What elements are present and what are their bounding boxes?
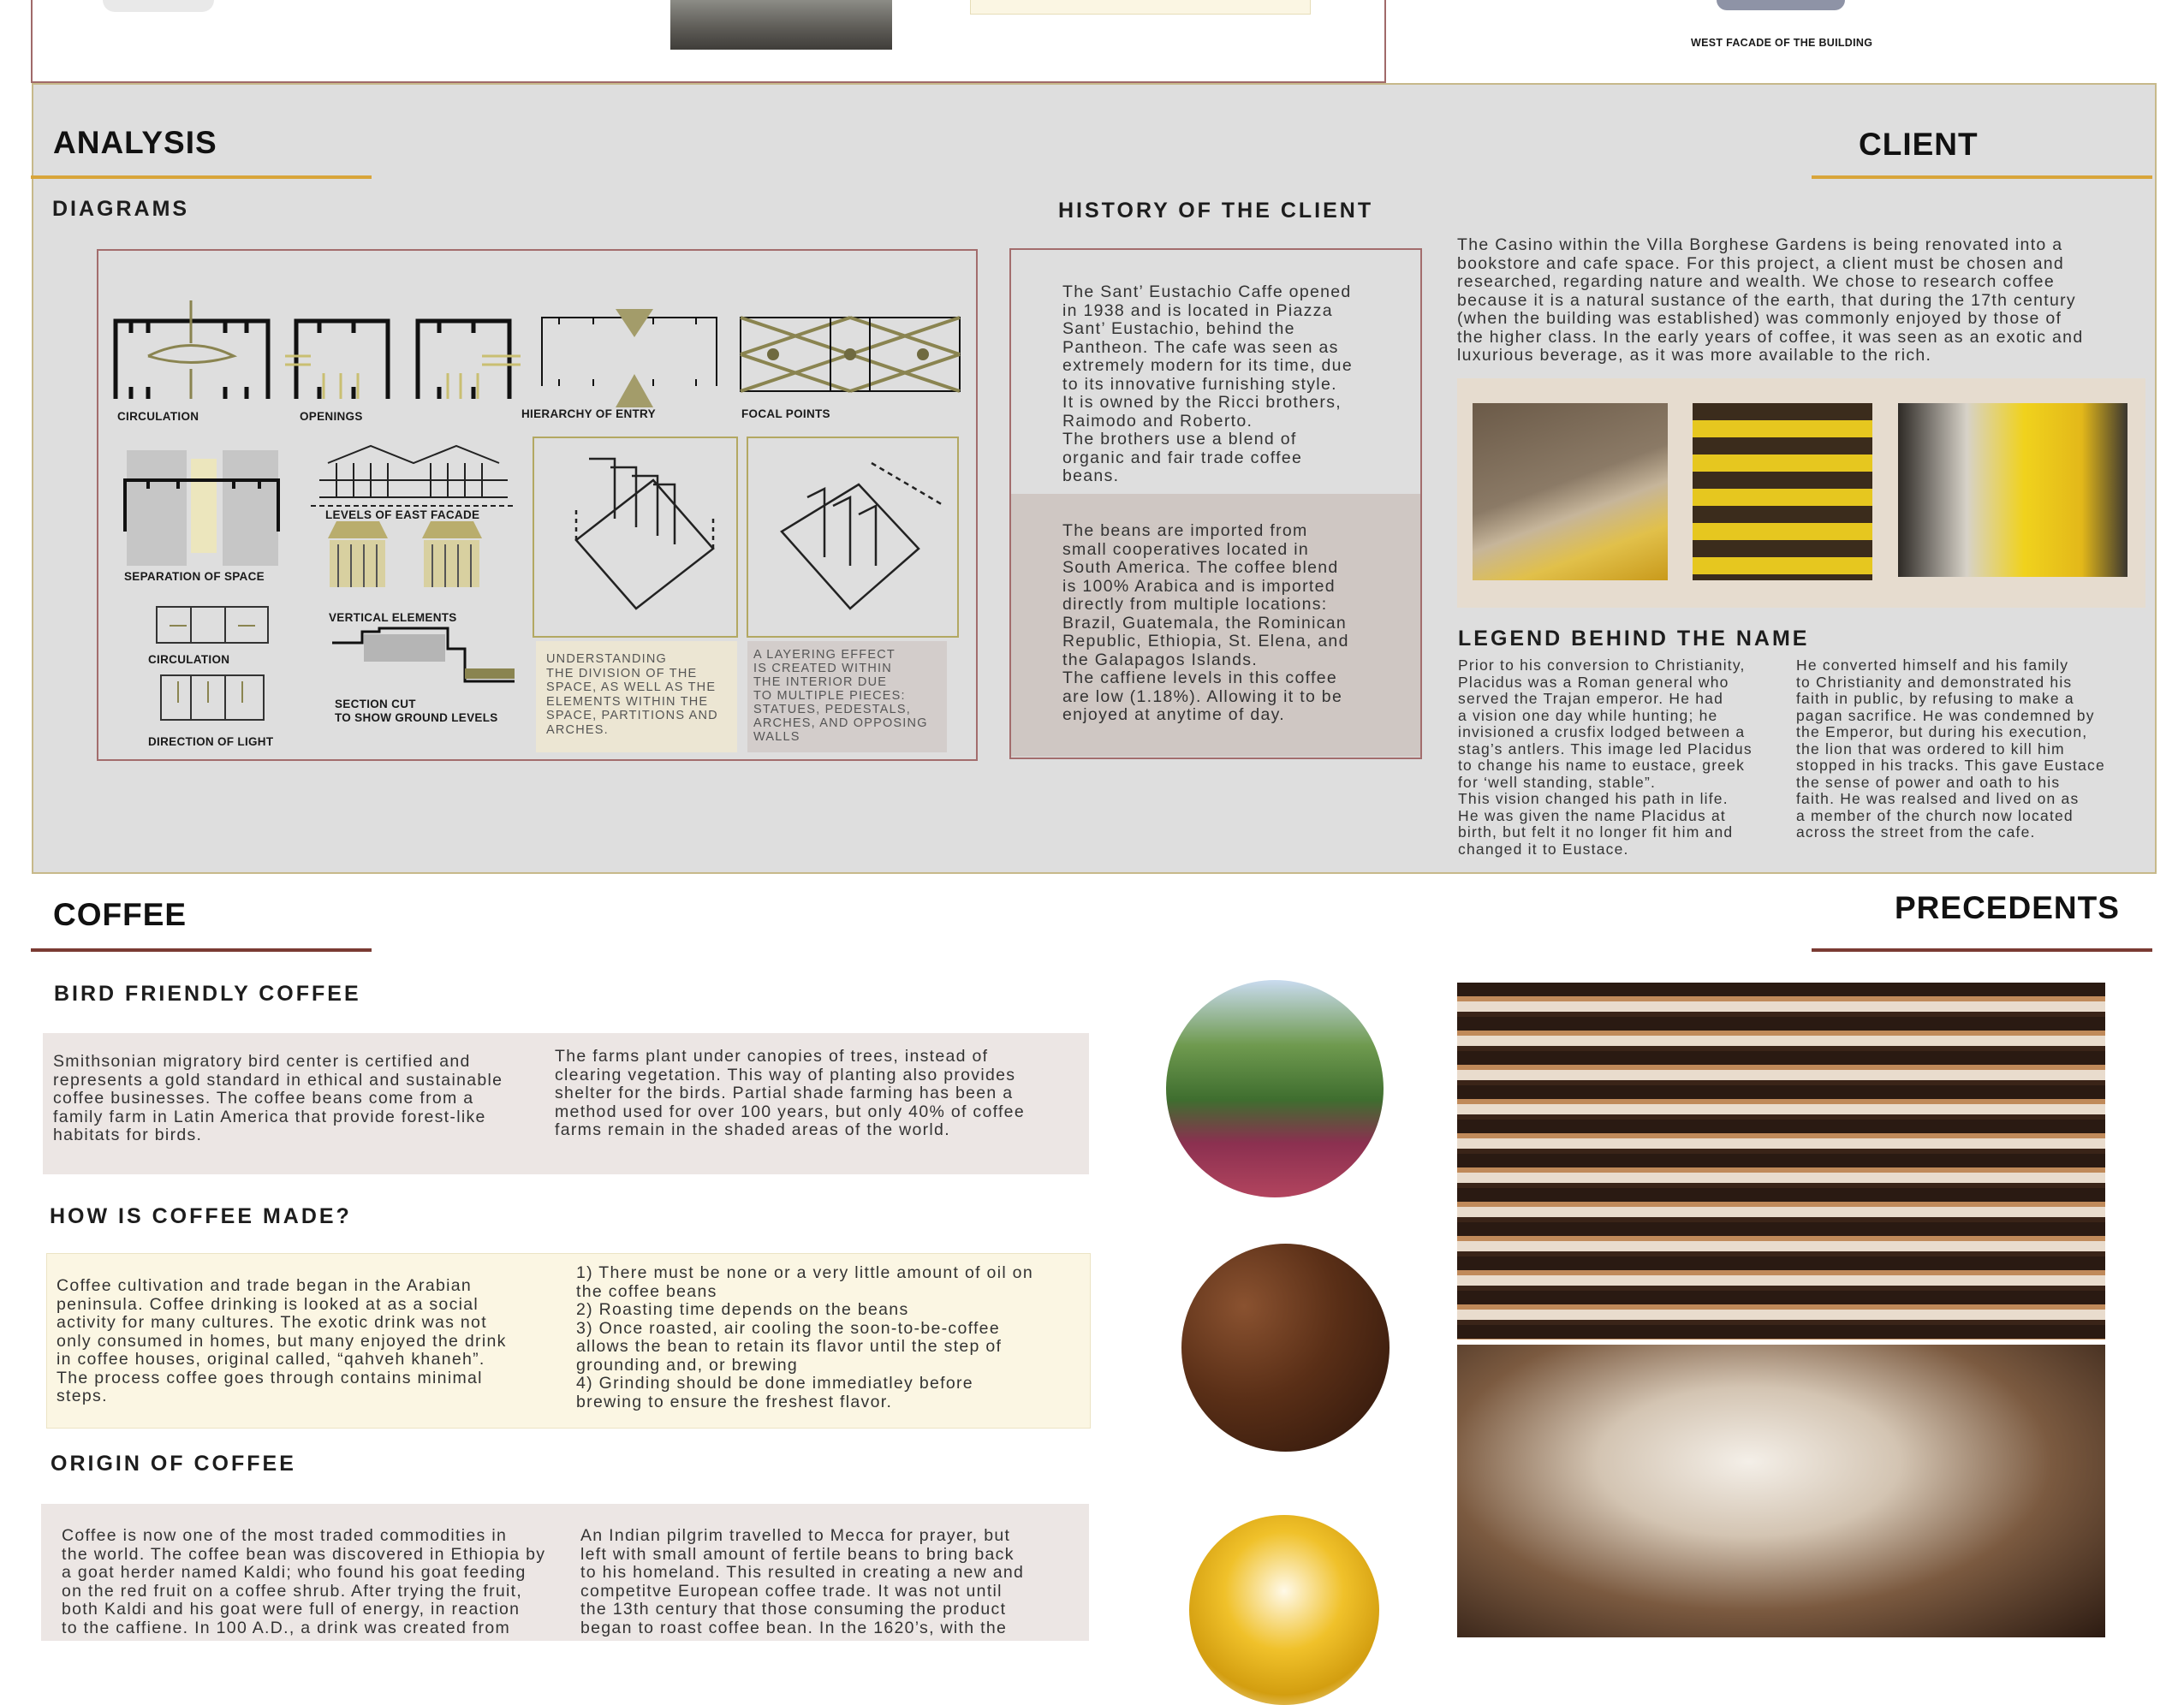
bird-friendly-title: BIRD FRIENDLY COFFEE — [54, 982, 361, 1006]
top-site-photo — [670, 0, 892, 50]
label-vertical: VERTICAL ELEMENTS — [329, 611, 457, 624]
origin-right: An Indian pilgrim travelled to Mecca for prayer, but left with small amount of fertile beans to bring back to his homeland. This resulted in creating a new and competitve European coffee trade. It was not until the 13th century that those consuming the product began to roast coffee bean. In the 1620’s, with the — [580, 1526, 1025, 1637]
iso-drawing-2 — [782, 463, 944, 609]
label-circulation: CIRCULATION — [117, 410, 199, 423]
label-levels-east: LEVELS OF EAST FACADE — [325, 508, 480, 521]
origin-title: ORIGIN OF COFFEE — [51, 1452, 296, 1476]
label-focal-points: FOCAL POINTS — [741, 407, 830, 420]
label-openings: OPENINGS — [300, 410, 363, 423]
precedents-title: PRECEDENTS — [1895, 890, 2120, 925]
analysis-title: ANALYSIS — [53, 125, 217, 160]
photo-bookstore-interior-1 — [1457, 983, 2105, 1340]
levels-east-facade-drawing — [311, 446, 516, 506]
iso-drawing-1 — [576, 459, 713, 609]
west-facade-image — [1717, 0, 1845, 10]
top-left-object-image — [103, 0, 214, 12]
client-intro: The Casino within the Villa Borghese Gardens is being renovated into a bookstore and cafe space. For this project, a client must be chosen and researched, regarding nature and wealth. We chose to research coffee because it is a natural sustance of the earth, that during the 17th century (when the building was established) was commonly enjoyed by those of the higher class. In the early years of coffee, it was seen as an exotic and luxurious beverage, as it was more available to the rich. — [1457, 235, 2084, 365]
client-title: CLIENT — [1859, 127, 1979, 162]
photo-cafe-exterior — [1473, 403, 1668, 580]
label-separation: SEPARATION OF SPACE — [124, 570, 265, 583]
analysis-rule — [31, 175, 372, 179]
history-paragraph-2: The beans are imported from small cooperatives located in South America. The coffee blend is 100% Arabica and is imported directly from multiple locations: Brazil, Guatemala, the Rominican Republic, Ethiopia, St. Elena, and the Galapagos Islands. The caffiene levels in this coffee are low (1.18%). Allowing it to be enjoyed at anytime of day. — [1062, 521, 1349, 724]
history-title: HISTORY OF THE CLIENT — [1058, 199, 1374, 223]
note-layering: A LAYERING EFFECT IS CREATED WITHIN THE INTERIOR DUE TO MULTIPLE PIECES: STATUES, PEDESTALS, ARCHES, AND OPPOSING WALLS — [753, 648, 928, 744]
history-paragraph-1: The Sant’ Eustachio Caffe opened in 1938 and is located in Piazza Sant’ Eustachio, behind the Pantheon. The cafe was seen as extremely modern for its time, due to its innovative furnishing style. It is owned by the Ricci brothers, Raimodo and Roberto. The brothers use a blend of organic and fair trade coffee beans. — [1062, 282, 1353, 485]
label-hierarchy: HIERARCHY OF ENTRY — [521, 407, 656, 420]
legend-right-text: He converted himself and his family to Christianity and demonstrated his faith in public, by refusing to make a pagan sacrifice. He was condemned by the Emperor, but during his execution, the lion that was ordered to kill him stopped in his tracks. This gave Eustace the sense of power and oath to his faith. He was realsed and lived on as a member of the church now located across the street from the cafe. — [1796, 656, 2105, 841]
photo-bookstore-interior-2 — [1457, 1345, 2105, 1637]
bird-friendly-right: The farms plant under canopies of trees, instead of clearing vegetation. This way of planting also provides shelter for the birds. Partial shade farming has been a method used for over 100 years, but only 40% of coffee farms remain in the shaded areas of the world. — [555, 1047, 1025, 1139]
how-made-left: Coffee cultivation and trade began in the Arabian peninsula. Coffee drinking is looked at as a social activity for many cultures. The exotic drink was not only consumed in homes, but many enjoyed the drink in coffee houses, original called, “qahveh khaneh”. The process coffee goes through contains minimal steps. — [57, 1276, 507, 1405]
photo-cafe-products — [1898, 403, 2127, 577]
how-made-title: HOW IS COFFEE MADE? — [50, 1204, 352, 1228]
direction-of-light-drawing — [161, 675, 264, 720]
legend-left-text: Prior to his conversion to Christianity, Placidus was a Roman general who served the Trajan emperor. He had a vision one day while hunting; he invisioned a crusfix lodged between a stag’s antlers. This image led Placidus to change his name to eustace, greek for ‘well standing, stable”. This vision changed his path in life. He was given the name Placidus at birth, but felt it no longer fit him and changed it to Eustace. — [1458, 656, 1753, 858]
separation-drawing — [125, 450, 278, 566]
photo-coffee-beans — [1181, 1244, 1390, 1452]
origin-left: Coffee is now one of the most traded commodities in the world. The coffee bean was discovered in Ethiopia by a goat herder named Kaldi; who found his goat feeding on the red fruit on a coffee shrub. After trying the fruit, both Kaldi and his goat were full of energy, in reaction to the caffiene. In 100 A.D., a drink was created from — [62, 1526, 546, 1637]
photo-coffee-farm — [1166, 980, 1384, 1197]
photo-espresso-cup — [1189, 1515, 1379, 1705]
vertical-elements-drawing — [328, 521, 482, 587]
label-section-cut: SECTION CUT TO SHOW GROUND LEVELS — [335, 698, 498, 724]
legend-title: LEGEND BEHIND THE NAME — [1458, 627, 1810, 651]
bird-friendly-left: Smithsonian migratory bird center is certified and represents a gold standard in ethical and sustainable coffee businesses. The coffee beans come from a family farm in Latin America that provide forest-like habitats for birds. — [53, 1052, 503, 1144]
how-made-right: 1) There must be none or a very little amount of oil on the coffee beans 2) Roasting time depends on the beans 3) Once roasted, air cooling the soon-to-be-coffee allows the bean to retain its flavor until the step of grounding and, or brewing 4) Grinding should be done immediatley before brewing to ensure the freshest flavor. — [576, 1263, 1033, 1411]
precedents-rule — [1812, 948, 2152, 952]
diagrams-title: DIAGRAMS — [52, 197, 190, 221]
client-rule — [1812, 175, 2152, 179]
note-understanding: UNDERSTANDING THE DIVISION OF THE SPACE, AS WELL AS THE ELEMENTS WITHIN THE SPACE, PARTITIONS AND ARCHES. — [546, 652, 718, 737]
west-facade-caption: WEST FACADE OF THE BUILDING — [1691, 37, 1873, 49]
section-cut-drawing — [332, 628, 515, 681]
photo-cafe-shelves — [1693, 403, 1872, 580]
top-note-box — [970, 0, 1311, 15]
coffee-title: COFFEE — [53, 897, 187, 932]
label-direction-light: DIRECTION OF LIGHT — [148, 735, 274, 748]
coffee-rule — [31, 948, 372, 952]
label-circulation-2: CIRCULATION — [148, 653, 230, 666]
